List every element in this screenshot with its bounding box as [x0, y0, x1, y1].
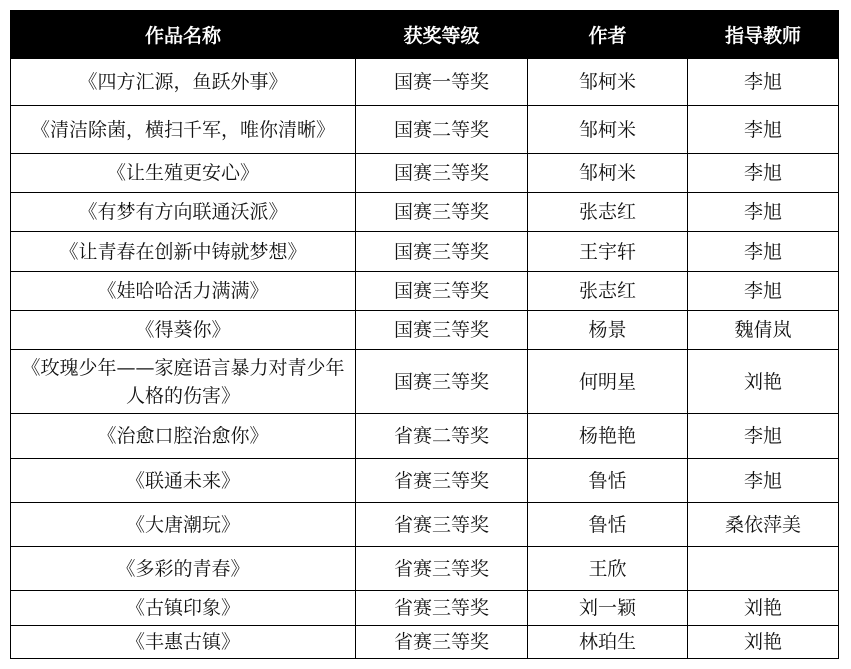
table-row: [11, 59, 839, 106]
awards-table: [10, 10, 839, 659]
cell-award-level: 国赛三等奖: [356, 350, 528, 414]
cell-author: 杨艳艳: [528, 414, 688, 459]
cell-author: 王宇轩: [528, 232, 688, 272]
cell-author: 张志红: [528, 272, 688, 311]
cell-work-title: 《娃哈哈活力满满》: [11, 272, 356, 311]
cell-author: 王欣: [528, 547, 688, 591]
cell-advisor: 刘艳: [688, 626, 839, 659]
cell-advisor: 李旭: [688, 459, 839, 503]
cell-author: 邹柯米: [528, 154, 688, 193]
table-header-row: [11, 11, 839, 59]
cell-author: 刘一颖: [528, 591, 688, 626]
cell-author: 鲁恬: [528, 459, 688, 503]
header-author: 作者: [528, 11, 688, 59]
table-row: [11, 272, 839, 311]
cell-advisor: 李旭: [688, 193, 839, 232]
cell-work-title: 《有梦有方向联通沃派》: [11, 193, 356, 232]
cell-advisor: 刘艳: [688, 591, 839, 626]
cell-advisor: 李旭: [688, 106, 839, 154]
cell-work-title: 《丰惠古镇》: [11, 626, 356, 659]
table-row: [11, 414, 839, 459]
cell-award-level: 国赛三等奖: [356, 154, 528, 193]
header-award-level: 获奖等级: [356, 11, 528, 59]
cell-advisor: 李旭: [688, 59, 839, 106]
cell-advisor: 李旭: [688, 272, 839, 311]
cell-advisor: 李旭: [688, 232, 839, 272]
cell-work-title: 《玫瑰少年——家庭语言暴力对青少年人格的伤害》: [11, 350, 356, 414]
cell-award-level: 省赛三等奖: [356, 591, 528, 626]
table-row: [11, 459, 839, 503]
cell-author: 邹柯米: [528, 59, 688, 106]
cell-work-title: 《多彩的青春》: [11, 547, 356, 591]
cell-award-level: 省赛三等奖: [356, 503, 528, 547]
table-row: [11, 547, 839, 591]
cell-work-title: 《得葵你》: [11, 311, 356, 350]
table-row: [11, 154, 839, 193]
cell-work-title: 《联通未来》: [11, 459, 356, 503]
cell-author: 林珀生: [528, 626, 688, 659]
cell-work-title: 《大唐潮玩》: [11, 503, 356, 547]
cell-award-level: 国赛三等奖: [356, 193, 528, 232]
cell-award-level: 国赛三等奖: [356, 272, 528, 311]
cell-advisor: 魏倩岚: [688, 311, 839, 350]
header-advisor: 指导教师: [688, 11, 839, 59]
cell-award-level: 国赛一等奖: [356, 59, 528, 106]
cell-award-level: 国赛二等奖: [356, 106, 528, 154]
table-row: [11, 350, 839, 414]
cell-advisor: 刘艳: [688, 350, 839, 414]
cell-advisor: [688, 547, 839, 591]
cell-work-title: 《古镇印象》: [11, 591, 356, 626]
table-row: [11, 591, 839, 626]
cell-author: 何明星: [528, 350, 688, 414]
cell-work-title: 《清洁除菌，横扫千军，唯你清晰》: [11, 106, 356, 154]
cell-award-level: 省赛二等奖: [356, 414, 528, 459]
header-work-title: 作品名称: [11, 11, 356, 59]
cell-award-level: 国赛三等奖: [356, 232, 528, 272]
cell-author: 鲁恬: [528, 503, 688, 547]
cell-advisor: 李旭: [688, 154, 839, 193]
cell-award-level: 省赛三等奖: [356, 626, 528, 659]
cell-award-level: 省赛三等奖: [356, 459, 528, 503]
table-row: [11, 626, 839, 659]
table-row: [11, 106, 839, 154]
cell-advisor: 桑依萍美: [688, 503, 839, 547]
cell-work-title: 《让青春在创新中铸就梦想》: [11, 232, 356, 272]
table-row: [11, 311, 839, 350]
table-row: [11, 232, 839, 272]
cell-work-title: 《治愈口腔治愈你》: [11, 414, 356, 459]
cell-author: 张志红: [528, 193, 688, 232]
cell-author: 邹柯米: [528, 106, 688, 154]
cell-advisor: 李旭: [688, 414, 839, 459]
cell-award-level: 省赛三等奖: [356, 547, 528, 591]
cell-award-level: 国赛三等奖: [356, 311, 528, 350]
table-row: [11, 503, 839, 547]
table-row: [11, 193, 839, 232]
cell-author: 杨景: [528, 311, 688, 350]
cell-work-title: 《让生殖更安心》: [11, 154, 356, 193]
cell-work-title: 《四方汇源，鱼跃外事》: [11, 59, 356, 106]
